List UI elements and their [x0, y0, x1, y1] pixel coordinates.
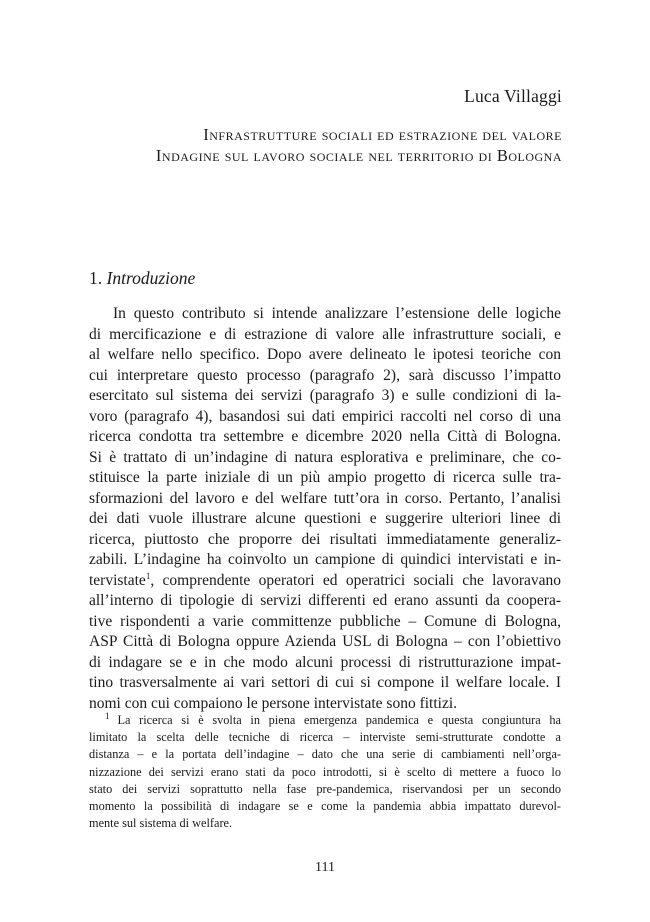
- body-line: di indagare se e in che modo alcuni processi di ristrutturazione impat-: [89, 653, 561, 671]
- body-line: zabili. L’indagine ha coinvolto un campione di quindici intervistati e in-: [89, 551, 561, 568]
- footnote-line: distanza – e la portata dell’indagine – dato che una serie di cambiamenti nell’orga-: [89, 747, 561, 762]
- footnote-line: stato dei servizi soprattutto nella fase pre-pandemica, riservandosi per un secondo: [89, 781, 561, 796]
- footnote-marker: 1: [105, 710, 110, 721]
- body-line: esercitato sul sistema dei servizi (paragrafo 3) e sulle condizioni di la-: [89, 387, 561, 404]
- footnote-line: limitato la scelta delle tecniche di ricerca – interviste semi-strutturate condotte a: [89, 730, 561, 745]
- body-line: ricerca condotta tra settembre e dicembre 2020 nella Città di Bologna.: [89, 428, 561, 445]
- body-line: In questo contributo si intende analizzare l’estensione delle logiche: [113, 305, 561, 322]
- footnote-line: momento la possibilità di indagare se e come la pandemia abbia impattato durevol-: [89, 798, 561, 813]
- body-line: dei dati vuole illustrare alcune questioni e suggerire ulteriori linee di: [89, 510, 561, 527]
- footnote-line: [89, 712, 561, 729]
- body-line: al welfare nello specifico. Dopo avere delineato le ipotesi teoriche con: [89, 346, 561, 363]
- footnote-line: nizzazione dei servizi erano stati da poco introdotti, si è scelto di mettere a fuoco lo: [89, 764, 561, 779]
- body-line: nomi con cui compaiono le persone intervistate sono fittizi.: [89, 694, 458, 712]
- body-text-fragment: tervistate: [89, 571, 146, 589]
- chapter-title: [156, 124, 562, 166]
- body-line: voro (paragrafo 4), basandosi sui dati empirici raccolti nel corso di una: [89, 407, 561, 425]
- footnote: [89, 712, 561, 832]
- body-line: ASP Città di Bologna oppure Azienda USL di Bologna – con l’obiettivo: [89, 633, 561, 650]
- body-line: cui interpretare questo processo (paragrafo 2), sarà discusso l’impatto: [89, 366, 561, 384]
- section-title: Introduzione: [106, 268, 196, 288]
- body-line: stituisce la parte iniziale di un più ampio progetto di ricerca sulle tra-: [89, 469, 561, 486]
- section-number: 1.: [89, 268, 103, 288]
- body-paragraph: [89, 304, 561, 714]
- body-line: sformazioni del lavoro e del welfare tutt’ora in corso. Pertanto, l’analisi: [89, 489, 561, 507]
- body-line: tino trasversalmente ai vari settori di cui si compone il welfare locale. I: [89, 674, 561, 691]
- chapter-title-line-1: Infrastrutture sociali ed estrazione del valore: [203, 125, 562, 144]
- footnote-text: La ricerca si è svolta in piena emergenza pandemica e questa congiuntura ha: [117, 713, 561, 727]
- body-line-with-footnote-ref: [89, 571, 561, 592]
- body-text-fragment: , comprendente operatori ed operatrici sociali che lavoravano: [150, 571, 561, 589]
- page-number: 111: [315, 860, 335, 875]
- body-line: di mercificazione e di estrazione di valore alle infrastrutture sociali, e: [89, 325, 561, 343]
- body-line: all’interno di tipologie di servizi differenti ed erano assunti da coopera-: [89, 592, 561, 609]
- footnote-line: mente sul sistema di welfare.: [89, 816, 233, 831]
- author-name: Luca Villaggi: [464, 86, 562, 106]
- chapter-title-line-2: Indagine sul lavoro sociale nel territorio di Bologna: [155, 146, 562, 165]
- footnote-reference[interactable]: 1: [145, 570, 151, 581]
- body-line: ricerca, piuttosto che proporre dei risultati immediatamente generaliz-: [89, 530, 561, 548]
- section-heading: [89, 268, 195, 289]
- body-line: Si è trattato di un’indagine di natura esplorativa e preliminare, che co-: [89, 448, 561, 466]
- body-line: tive rispondenti a varie committenze pubbliche – Comune di Bologna,: [89, 612, 561, 630]
